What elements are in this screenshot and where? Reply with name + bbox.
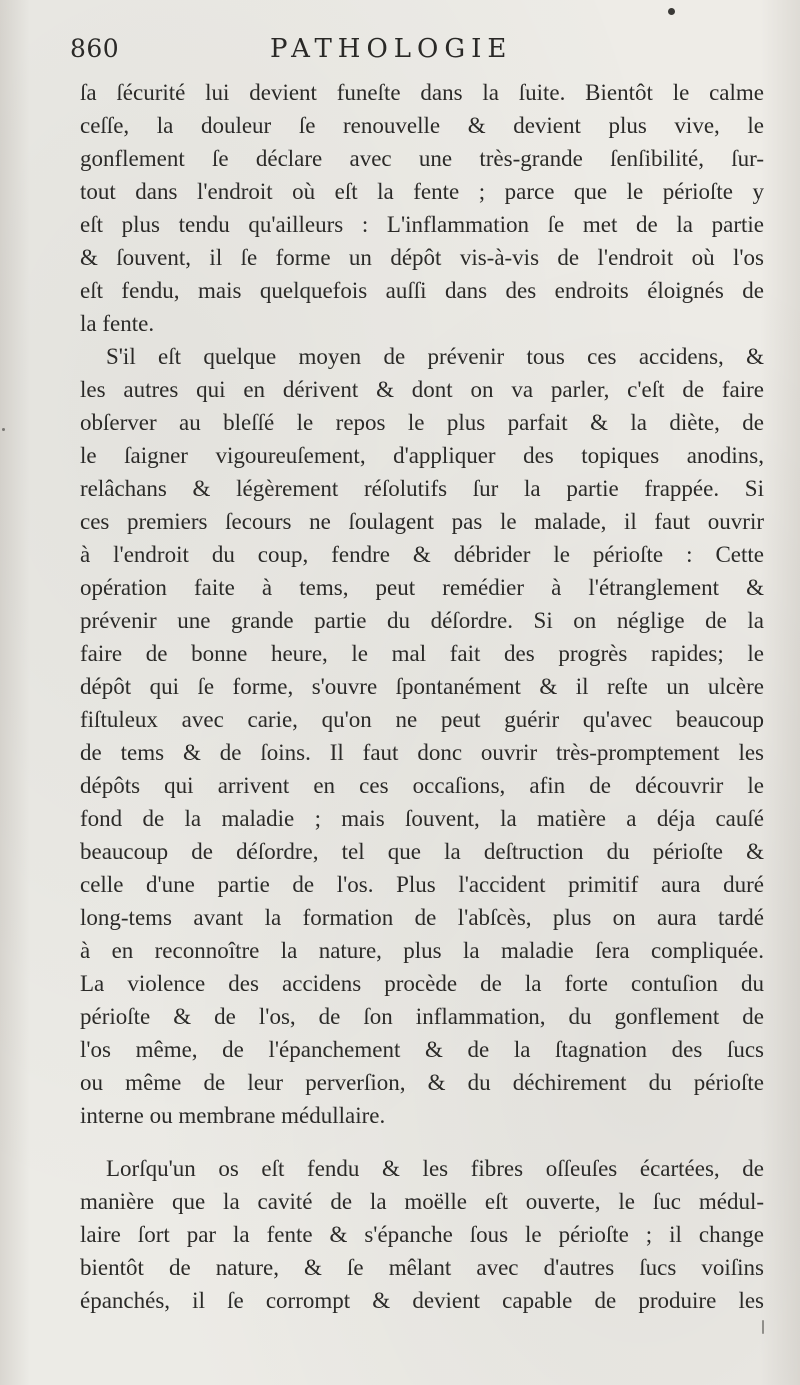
text-line: la fente. <box>80 311 155 336</box>
text-line: celle d'une partie de l'os. Plus l'accident primitif aura duré <box>80 872 764 897</box>
text-line: périoſte & de l'os, de ſon inflammation, du gonflement de <box>80 1004 764 1029</box>
text-line: les autres qui en dérivent & dont on va parler, c'eſt de faire <box>80 377 764 402</box>
text-line: tout dans l'endroit où eſt la fente ; parce que le périoſte y <box>80 179 764 204</box>
page-header <box>70 34 770 74</box>
text-line: fiſtuleux avec carie, qu'on ne peut guérir qu'avec beaucoup <box>80 707 764 732</box>
text-line: eſt plus tendu qu'ailleurs : L'inflammation ſe met de la partie <box>80 212 764 237</box>
text-line: épanchés, il ſe corrompt & devient capable de produire les <box>80 1288 764 1313</box>
ink-speck <box>762 1320 764 1334</box>
text-line: l'os même, de l'épanchement & de la ſtagnation des ſucs <box>80 1037 764 1062</box>
text-line: fond de la maladie ; mais ſouvent, la matière a déja cauſé <box>80 806 764 831</box>
text-line: long-tems avant la formation de l'abſcès, plus on aura tardé <box>80 905 764 930</box>
text-line: La violence des accidens procède de la forte contuſion du <box>80 971 764 996</box>
text-line: ces premiers ſecours ne ſoulagent pas le malade, il faut ouvrir <box>80 509 764 534</box>
text-line: opération faite à tems, peut remédier à l'étranglement & <box>80 575 764 600</box>
text-line: eſt fendu, mais quelquefois auſſi dans des endroits éloignés de <box>80 278 764 303</box>
text-line: à en reconnoître la nature, plus la maladie ſera compliquée. <box>80 938 764 963</box>
text-line: bientôt de nature, & ſe mêlant avec d'autres ſucs voiſins <box>80 1255 764 1280</box>
running-head: PATHOLOGIE <box>270 34 513 64</box>
text-line: prévenir une grande partie du déſordre. Si on néglige de la <box>80 608 764 633</box>
text-line: le ſaigner vigoureuſement, d'appliquer des topiques anodins, <box>80 443 764 468</box>
paragraph <box>80 340 764 1132</box>
text-line: interne ou membrane médullaire. <box>80 1103 386 1128</box>
paragraph <box>80 76 764 340</box>
paragraph <box>80 1152 764 1317</box>
text-line: à l'endroit du coup, fendre & débrider le périoſte : Cette <box>80 542 764 567</box>
text-line: de tems & de ſoins. Il faut donc ouvrir très-promptement les <box>80 740 764 765</box>
text-line: ceſſe, la douleur ſe renouvelle & devient plus vive, le <box>80 113 764 138</box>
page-number: 860 <box>70 34 120 63</box>
text-line: relâchans & légèrement réſolutifs ſur la partie frappée. Si <box>80 476 764 501</box>
body-text <box>80 76 764 1317</box>
text-line: dépôt qui ſe forme, s'ouvre ſpontanément & il reſte un ulcère <box>80 674 764 699</box>
text-line: ſa ſécurité lui devient funeſte dans la ſuite. Bientôt le calme <box>80 80 764 105</box>
ink-speck <box>2 428 5 431</box>
text-line: obſerver au bleſſé le repos le plus parfait & la diète, de <box>80 410 764 435</box>
text-line: manière que la cavité de la moëlle eſt ouverte, le ſuc médul- <box>80 1189 764 1214</box>
ink-speck <box>668 8 675 15</box>
text-line: gonflement ſe déclare avec une très-grande ſenſibilité, ſur- <box>80 146 764 171</box>
text-line: faire de bonne heure, le mal fait des progrès rapides; le <box>80 641 764 666</box>
text-line: beaucoup de déſordre, tel que la deſtruction du périoſte & <box>80 839 764 864</box>
text-line: ou même de leur perverſion, & du déchirement du périoſte <box>80 1070 764 1095</box>
text-line: & ſouvent, il ſe forme un dépôt vis-à-vis de l'endroit où l'os <box>80 245 764 270</box>
text-line: dépôts qui arrivent en ces occaſions, afin de découvrir le <box>80 773 764 798</box>
text-line: Lorſqu'un os eſt fendu & les fibres oſſeuſes écartées, de <box>106 1156 764 1181</box>
text-line: S'il eſt quelque moyen de prévenir tous ces accidens, & <box>106 344 764 369</box>
text-line: laire ſort par la fente & s'épanche ſous le périoſte ; il change <box>80 1222 764 1247</box>
